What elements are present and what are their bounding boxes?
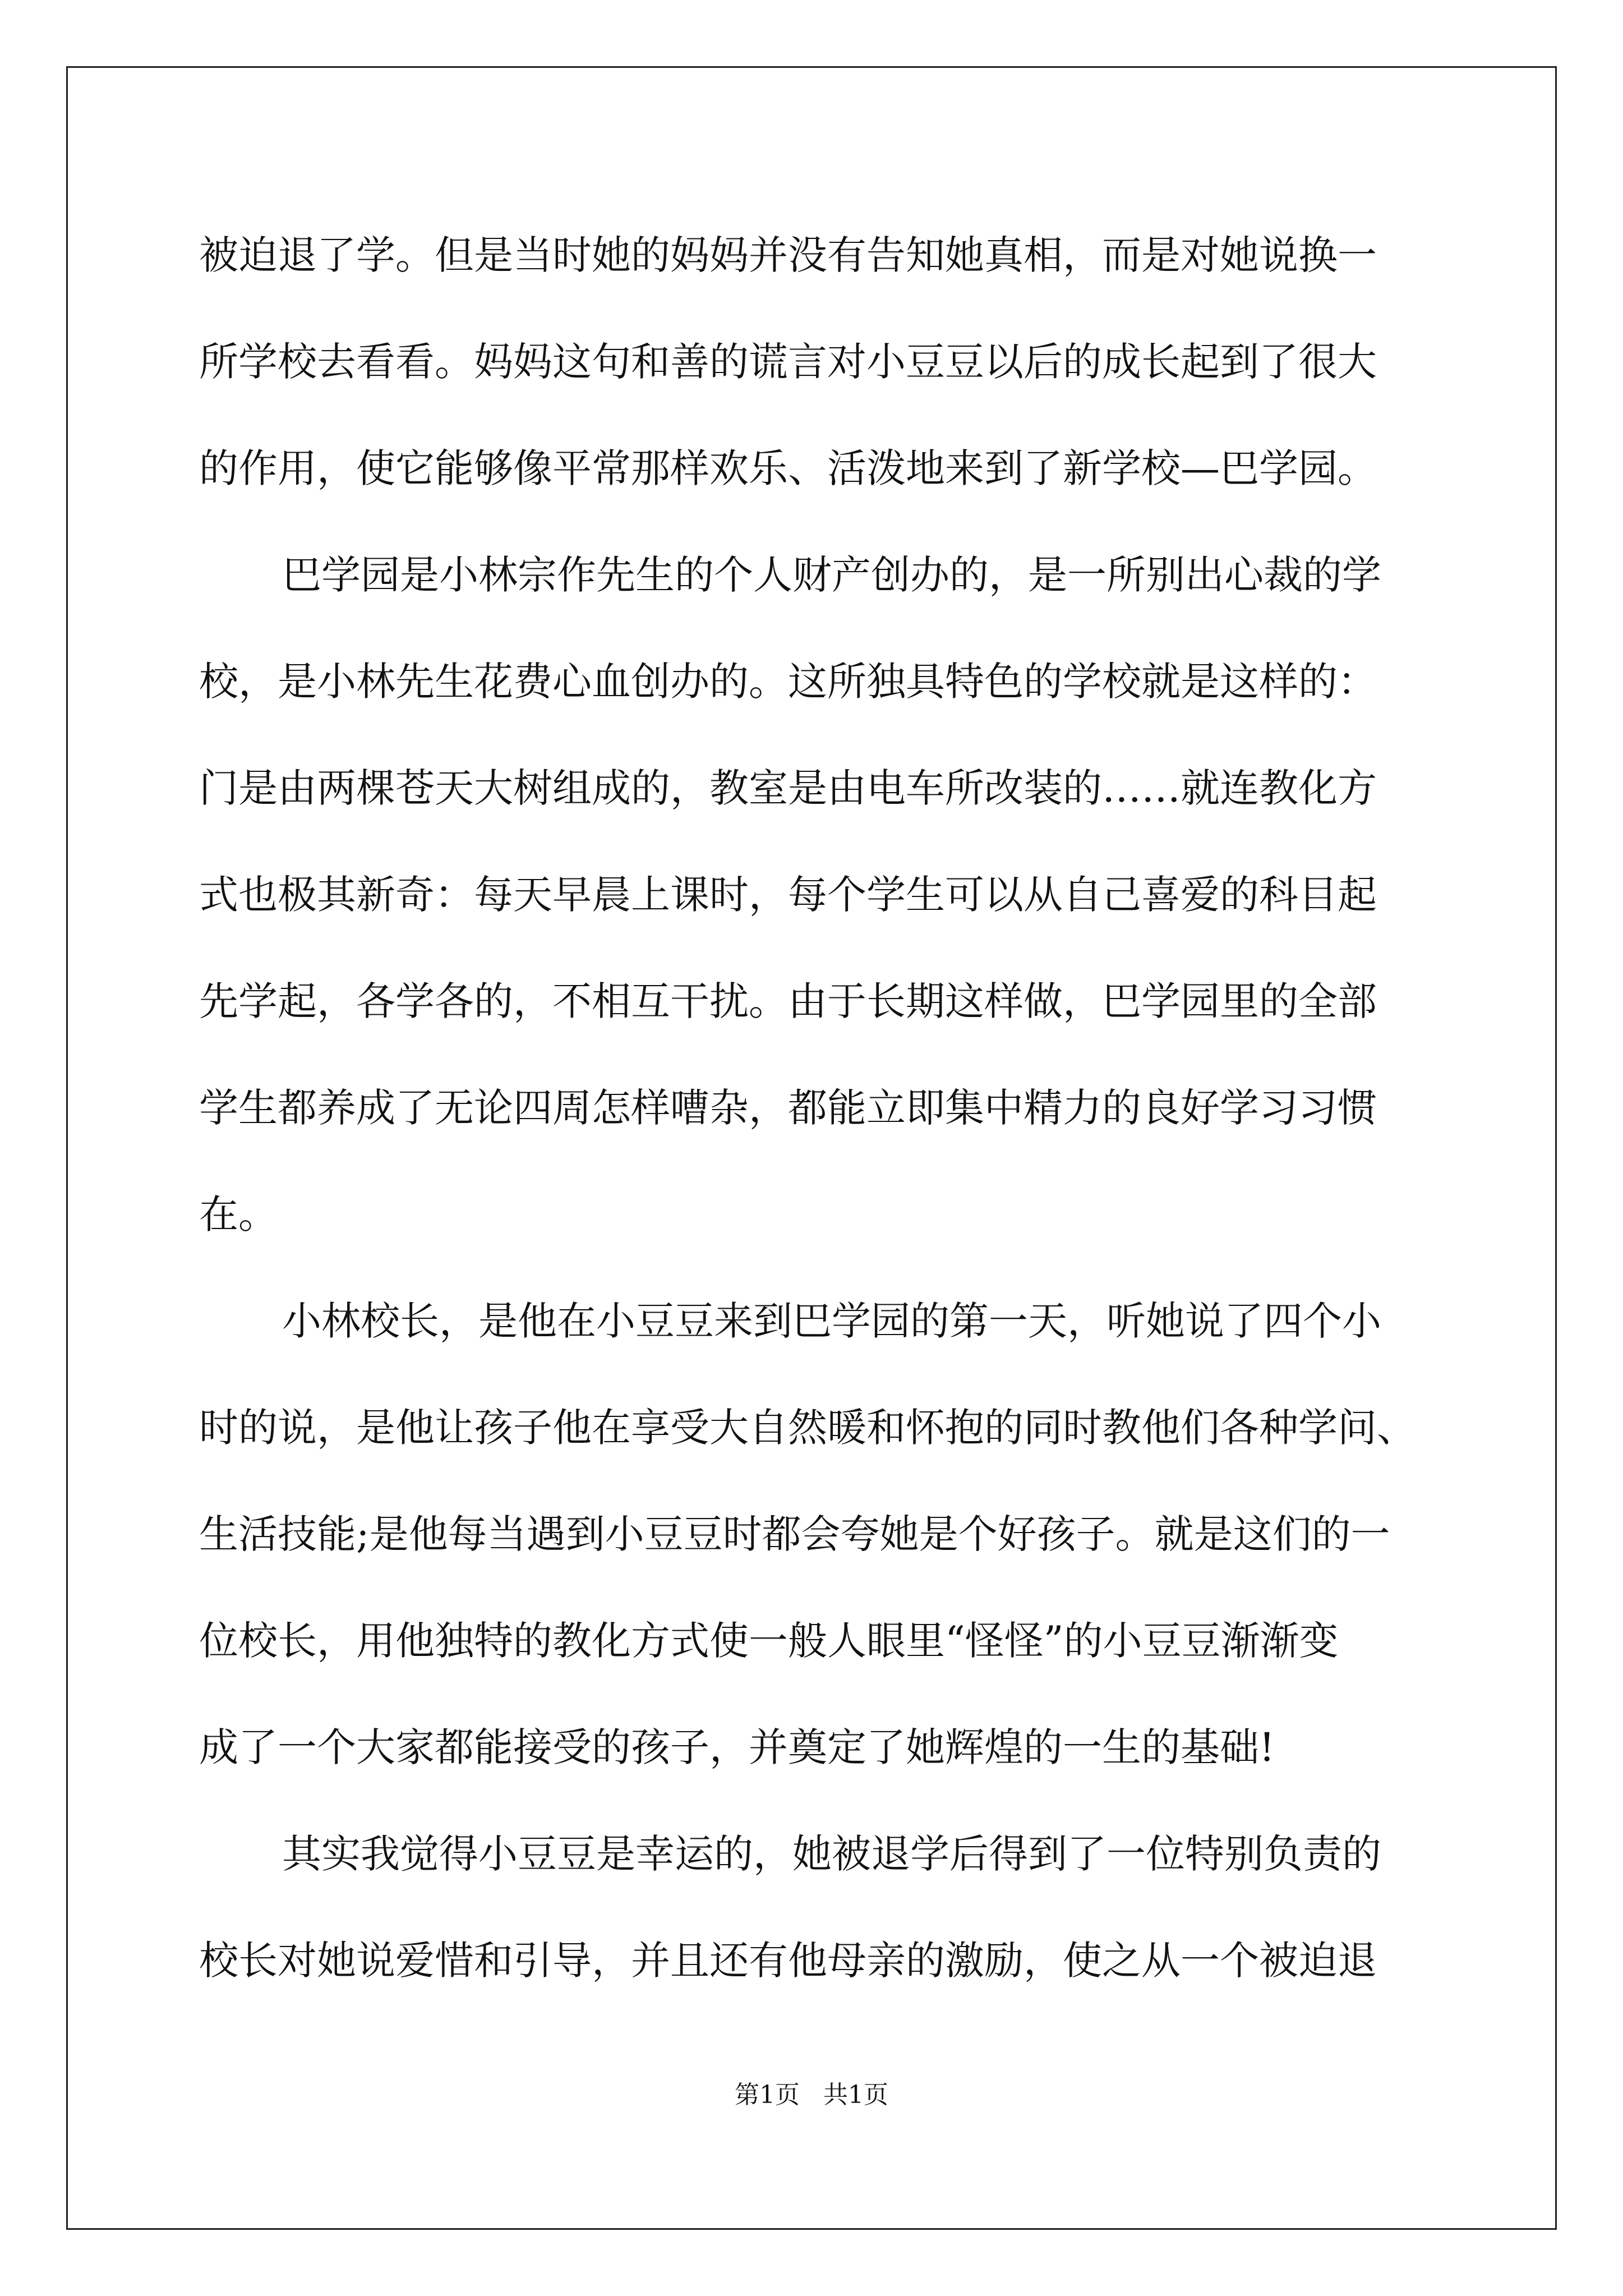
text-line: 被迫退了学。但是当时她的妈妈并没有告知她真相，而是对她说换一 xyxy=(199,232,1377,278)
document-body xyxy=(199,202,1433,2014)
page-total: 共1页 xyxy=(823,2081,888,2109)
text-line: 先学起，各学各的，不相互干扰。由于长期这样做，巴学园里的全部 xyxy=(199,978,1377,1024)
text-line: 的作用，使它能够像平常那样欢乐、活泼地来到了新学校—巴学园。 xyxy=(199,445,1377,491)
text-line: 校，是小林先生花费心血创办的。这所独具特色的学校就是这样的： xyxy=(199,659,1377,705)
text-line: 式也极其新奇：每天早晨上课时，每个学生可以从自己喜爱的科目起 xyxy=(199,872,1377,918)
text-line: 小林校长，是他在小豆豆来到巴学园的第一天，听她说了四个小 xyxy=(282,1298,1381,1344)
page-footer xyxy=(0,2078,1623,2112)
text-line: 成了一个大家都能接受的孩子，并奠定了她辉煌的一生的基础! xyxy=(199,1724,1275,1770)
text-line: 位校长，用他独特的教化方式使一般人眼里“怪怪”的小豆豆渐渐变 xyxy=(199,1618,1339,1664)
text-line: 门是由两棵苍天大树组成的，教室是由电车所改装的……就连教化方 xyxy=(199,765,1377,811)
text-line: 学生都养成了无论四周怎样嘈杂，都能立即集中精力的良好学习习惯 xyxy=(199,1085,1377,1131)
text-line: 校长对她说爱惜和引导，并且还有他母亲的激励，使之从一个被迫退 xyxy=(199,1938,1377,1984)
text-line: 生活技能;是他每当遇到小豆豆时都会夸她是个好孩子。就是这们的一 xyxy=(199,1511,1390,1557)
text-line: 其实我觉得小豆豆是幸运的，她被退学后得到了一位特别负责的 xyxy=(282,1831,1381,1877)
text-line: 巴学园是小林宗作先生的个人财产创办的，是一所别出心裁的学 xyxy=(282,552,1381,598)
text-line: 在。 xyxy=(199,1191,278,1237)
page-number: 第1页 xyxy=(735,2081,800,2109)
text-line: 时的说，是他让孩子他在享受大自然暖和怀抱的同时教他们各种学问、 xyxy=(199,1405,1416,1451)
text-line: 所学校去看看。妈妈这句和善的谎言对小豆豆以后的成长起到了很大 xyxy=(199,339,1377,385)
